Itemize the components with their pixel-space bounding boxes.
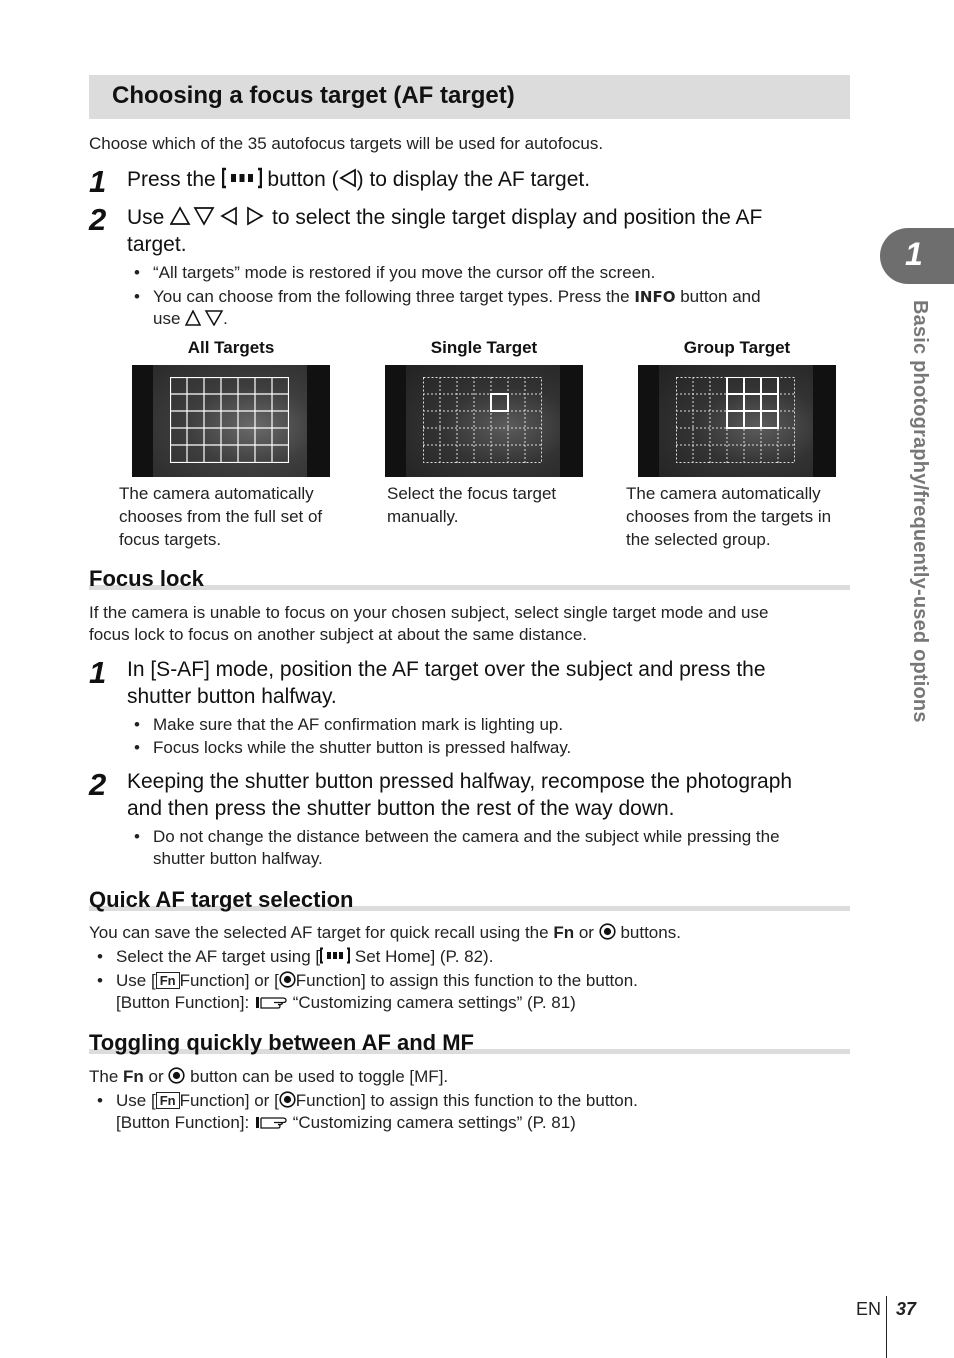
step-number: 2 — [89, 202, 107, 237]
step-text: Press the button ( ) to display the AF target. — [127, 168, 591, 191]
bullet-item: • Select the AF target using [ Set Home] (P. 82). — [97, 947, 494, 966]
left-arrow-icon — [339, 168, 357, 188]
bullet-item: • You can choose from the following three target types. Press the INFO button and — [134, 287, 761, 306]
target-title: All Targets — [187, 338, 275, 357]
step-text: In [S-AF] mode, position the AF target over the subject and press the shutter button halfway. — [127, 658, 766, 708]
bullet-item: • Make sure that the AF confirmation mark is lighting up. — [134, 715, 564, 734]
af-target-icon — [320, 947, 350, 964]
sub-dial-icon — [279, 971, 296, 988]
section-heading: Toggling quickly between AF and MF — [89, 1030, 474, 1055]
bullet-item-cont: [Button Function]: “Customizing camera settings” (P. 81) — [116, 1113, 576, 1132]
bullet-item: • Focus locks while the shutter button is pressed halfway. — [134, 738, 572, 757]
target-desc: The camera automatically chooses from the targets in the selected group. — [626, 484, 832, 549]
up-down-arrow-icon — [185, 310, 223, 326]
page-title: Choosing a focus target (AF target) — [112, 82, 515, 109]
reference-hand-icon — [254, 1114, 288, 1130]
reference-hand-icon — [254, 994, 288, 1010]
target-title: Group Target — [683, 338, 791, 357]
intro-text: Choose which of the 35 autofocus targets will be used for autofocus. — [89, 134, 604, 153]
bullet-item: • “All targets” mode is restored if you move the cursor off the screen. — [134, 263, 656, 282]
bullet-item: • Do not change the distance between the camera and the subject while pressing the shutter button halfway. — [134, 827, 780, 868]
sub-dial-icon — [279, 1091, 296, 1108]
group-target-image — [638, 365, 836, 477]
sub-dial-icon — [599, 923, 616, 940]
step-number: 2 — [89, 767, 107, 802]
target-title: Single Target — [430, 338, 538, 357]
chapter-number: 1 — [905, 236, 923, 272]
bullet-item: • Use [ Fn Function] or [ Function] to assign this function to the button. — [97, 971, 638, 990]
target-desc: Select the focus target manually. — [387, 484, 557, 526]
fn-button-label: Fn — [123, 1067, 144, 1086]
info-button-label: INFO — [634, 288, 676, 306]
page-number: 37 — [896, 1299, 917, 1319]
toggle-intro: The Fn or button can be used to toggle [MF]. — [89, 1067, 449, 1086]
bullet-item-cont: [Button Function]: “Customizing camera settings” (P. 81) — [116, 993, 576, 1012]
sub-dial-icon — [168, 1067, 185, 1084]
step-number: 1 — [89, 655, 107, 690]
target-desc: The camera automatically chooses from the full set of focus targets. — [119, 484, 323, 549]
arrow-keys-icon — [170, 206, 266, 226]
af-target-icon — [222, 167, 262, 189]
footer-divider — [886, 1296, 887, 1358]
step-text: Use to select the single target display and position the AF — [127, 206, 763, 229]
fn-button-label: Fn — [553, 923, 575, 942]
quick-af-intro: You can save the selected AF target for quick recall using the Fn or buttons. — [89, 923, 681, 942]
bullet-item: • Use [ Fn Function] or [ Function] to assign this function to the button. — [97, 1091, 638, 1110]
step-text-cont: target. — [127, 233, 187, 256]
language-label: EN — [856, 1299, 882, 1319]
step-number: 1 — [89, 164, 107, 199]
fn-icon: Fn — [156, 1092, 180, 1109]
fn-icon: Fn — [156, 972, 180, 989]
step-text: Keeping the shutter button pressed halfway, recompose the photograph and then press the shutter button the rest of the way down. — [127, 770, 793, 820]
single-target-image — [385, 365, 583, 477]
bullet-item-cont: use . — [153, 309, 228, 328]
chapter-title: Basic photography/frequently-used options — [909, 300, 931, 723]
all-targets-image — [132, 365, 330, 477]
section-heading: Focus lock — [89, 566, 204, 591]
focus-lock-intro: If the camera is unable to focus on your chosen subject, select single target mode and use focus lock to focus on another subject at about the same distance. — [89, 603, 769, 644]
section-heading: Quick AF target selection — [89, 887, 354, 912]
